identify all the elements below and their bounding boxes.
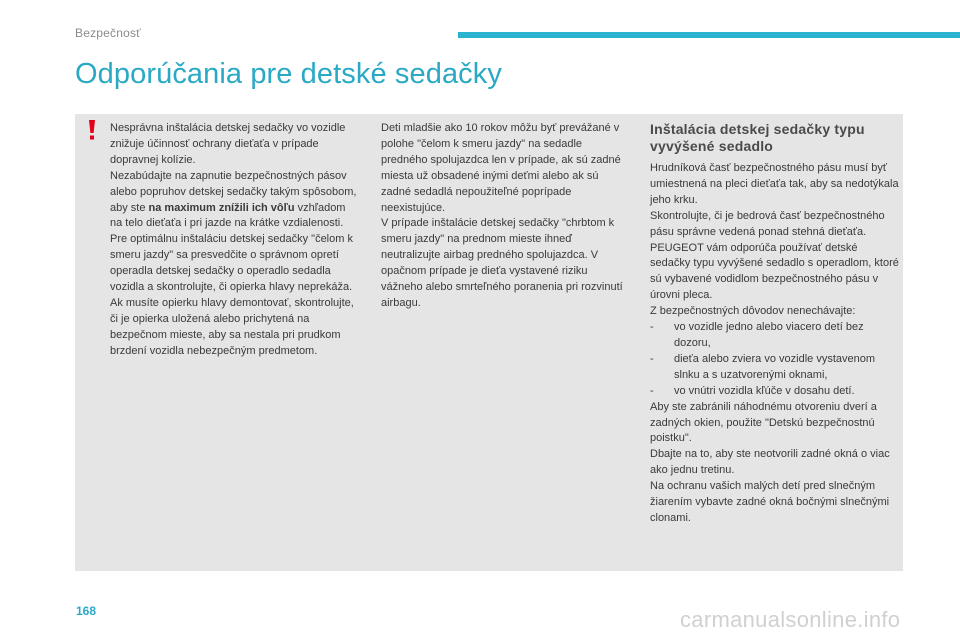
paragraph: Nesprávna inštalácia detskej sedačky vo vozidle znižuje účinnosť ochrany dieťaťa v prípade dopravnej kolízie. (110, 122, 346, 166)
paragraph: Ak musíte opierku hlavy demontovať, skontrolujte, či je opierka uložená alebo prichytená na bezpečnom mieste, aby sa nestala pri prudkom brzdení vozidla nebezpečným predmetom. (110, 296, 354, 357)
watermark: carmanualsonline.info (680, 607, 901, 632)
warning-column (110, 121, 358, 360)
list-item (650, 352, 900, 384)
text-run: Nezabúdajte na zapnutie bezpečnostných pásov alebo popruhov detskej sedačky takým spôsobom, aby ste (110, 169, 357, 214)
list-item-text: dieťa alebo zviera vo vozidle vystavenom slnku a s uzatvorenými oknami, (674, 352, 876, 381)
booster-seat-heading: Inštalácia detskej sedačky typu vyvýšené sedadlo (650, 121, 865, 154)
paragraph (110, 169, 358, 233)
paragraph: Dbajte na to, aby ste neotvorili zadné okná o viac ako jednu tretinu. (650, 448, 890, 477)
bold-text: na maximum znížili ich vôľu (148, 201, 295, 214)
page-number: 168 (76, 604, 97, 618)
section-label: Bezpečnosť (75, 26, 141, 40)
exclamation-mark-icon (87, 120, 97, 140)
list-dash: - (650, 352, 654, 365)
list-item (650, 384, 900, 400)
paragraph: Z bezpečnostných dôvodov nenechávajte: (650, 305, 856, 318)
booster-seat-column (650, 161, 900, 527)
paragraph: Skontrolujte, či je bedrová časť bezpečnostného pásu správne vedená ponad stehná dieťaťa. (650, 209, 885, 238)
list-item-text: vo vozidle jedno alebo viacero detí bez dozoru, (674, 321, 864, 349)
front-seat-column (381, 121, 626, 312)
list-item-text: vo vnútri vozidla kľúče v dosahu detí. (674, 384, 855, 397)
paragraph: Pre optimálnu inštaláciu detskej sedačky "čelom k smeru jazdy" sa presvedčite o správnom opretí operadla detskej sedačky o operadlo sedadla vozidla a skontrolujte, či opierka hlavy neprekáža. (110, 233, 353, 294)
paragraph: Hrudníková časť bezpečnostného pásu musí byť umiestnená na pleci dieťaťa tak, aby sa nedotýkala jeho krku. (650, 162, 899, 206)
paragraph: Na ochranu vašich malých detí pred slnečným žiarením vybavte zadné okná bočnými slnečnými clonami. (650, 480, 890, 524)
paragraph: Deti mladšie ako 10 rokov môžu byť prevážané v polohe "čelom k smeru jazdy" na sedadle predného spolujazdca len v prípade, ak sú zadné miesta už obsadené inými deťmi alebo ak sú zadné sedadlá nepoužiteľné poprípade neexistujúce. (381, 122, 621, 214)
list-dash: - (650, 384, 654, 397)
paragraph: PEUGEOT vám odporúča používať detské sedačky typu vyvýšené sedadlo s operadlom, ktoré sú vybavené vodidlom bezpečnostného pásu v úrovni pleca. (650, 241, 899, 302)
text-run: vzhľadom na telo dieťaťa i pri jazde na krátke vzdialenosti. (110, 201, 346, 230)
paragraph: Aby ste zabránili náhodnému otvoreniu dverí a zadných okien, použite "Detskú bezpečnostnú poistku". (650, 400, 877, 445)
header-rule (458, 32, 960, 38)
list-dash: - (650, 321, 654, 334)
list-item (650, 320, 900, 352)
page-title: Odporúčania pre detské sedačky (75, 58, 502, 90)
paragraph: V prípade inštalácie detskej sedačky "chrbtom k smeru jazdy" na prednom mieste ihneď neutralizujte airbag predného spolujazdca. V opačnom prípade je dieťa vystavené riziku vážneho alebo smrteľného poranenia pri rozvinutí airbagu. (381, 217, 623, 309)
